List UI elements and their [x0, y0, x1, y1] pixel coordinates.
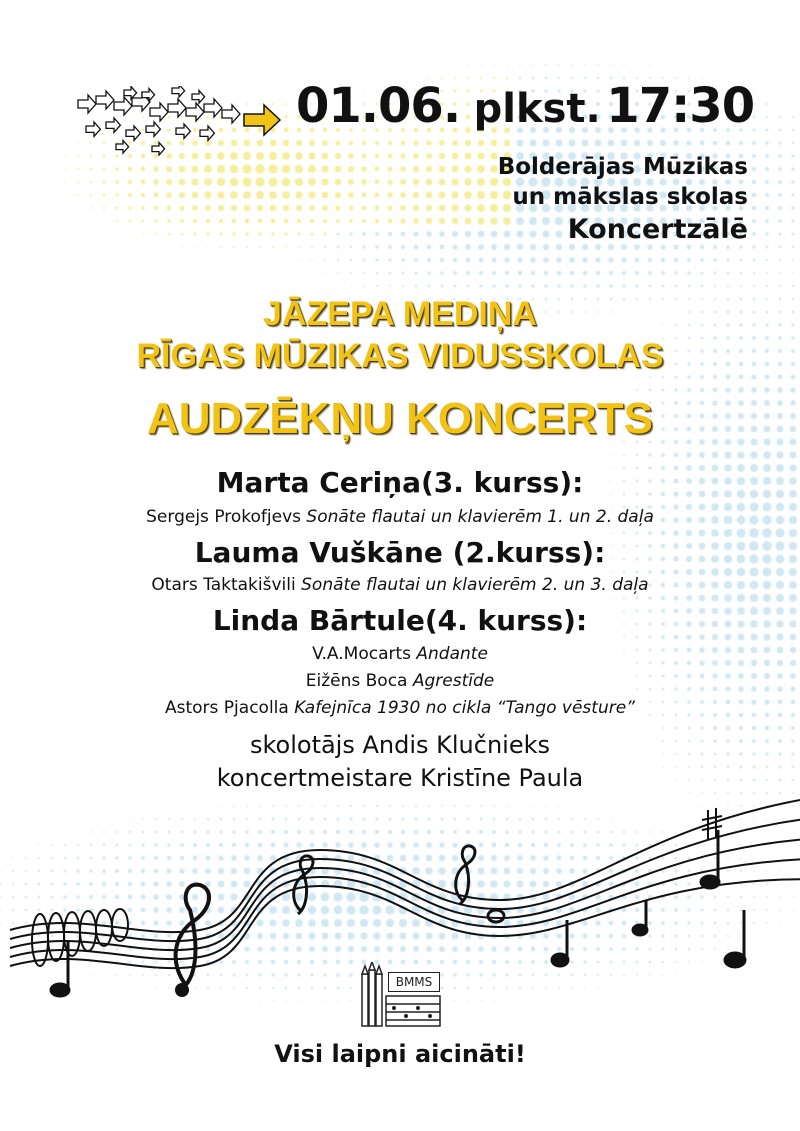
- arrow-icon: [126, 126, 140, 140]
- accompanist-line: koncertmeistare Kristīne Paula: [216, 764, 584, 792]
- concert-date: 01.06.: [296, 78, 461, 134]
- staff-lines: [10, 800, 800, 968]
- work-title: Kafejnīca 1930 no cikla “Tango vēsture”: [294, 698, 635, 718]
- venue-line-2: un mākslas skolas: [512, 184, 748, 210]
- teacher-line: skolotājs Andis Klučnieks: [249, 731, 551, 759]
- arrow-icon: [176, 124, 190, 138]
- arrow-icon: [168, 99, 186, 117]
- composer: Eižēns Boca: [305, 671, 408, 691]
- arrow-icon: [222, 105, 240, 123]
- arrow-icon: [152, 143, 165, 156]
- composer: Astors Pjacolla: [165, 698, 289, 718]
- staff-spiral: [32, 914, 48, 966]
- venue-line-3: Koncertzālē: [567, 214, 748, 245]
- treble-clef-icon: [456, 846, 475, 904]
- yellow-arrow-icon: [244, 105, 280, 135]
- venue-block: [428, 152, 748, 248]
- staff-spiral: [80, 911, 96, 951]
- arrow-icon: [96, 91, 114, 109]
- arrow-icon: [186, 103, 204, 121]
- arrow-icon: [78, 95, 96, 113]
- headline-line-2: RĪGAS MŪZIKAS VIDUSSKOLAS: [136, 337, 664, 375]
- arrow-icon: [124, 87, 137, 100]
- work-title: Andante: [416, 644, 488, 664]
- logo-text: BMMS: [388, 972, 440, 992]
- staff-line: [10, 800, 800, 932]
- composer: Otars Taktakišvili: [151, 575, 296, 595]
- concert-time: 17:30: [606, 78, 755, 134]
- staff-spiral: [48, 913, 64, 961]
- arrow-icon: [146, 122, 160, 136]
- composer: Sergejs Prokofjevs: [146, 507, 302, 527]
- performer-3-piece-3: [0, 698, 800, 718]
- work-title: Sonāte flautai un klavierēm 2. un 3. daļa: [301, 575, 649, 595]
- time-label: plkst.: [473, 86, 601, 132]
- performer-1-name: Marta Ceriņa(3. kurss):: [216, 466, 584, 499]
- performer-2-name: Lauma Vuškāne (2.kurss):: [194, 536, 606, 569]
- arrows-decoration: [72, 86, 282, 156]
- performer-3-name: Linda Bārtule(4. kurss):: [212, 604, 588, 637]
- work-title: Sonāte flautai un klavierēm 1. un 2. daļa: [306, 507, 654, 527]
- bmms-logo: [358, 962, 444, 1030]
- whole-note-icon: [488, 910, 504, 922]
- arrow-icon: [200, 126, 214, 140]
- composer: V.A.Mocarts: [312, 644, 411, 664]
- staff-spiral: [96, 910, 112, 946]
- staff-line: [10, 840, 800, 951]
- arrow-icon: [192, 91, 205, 104]
- arrow-icon: [172, 86, 185, 97]
- performer-1-piece: [0, 507, 800, 527]
- invitation-text: Visi laipni aicināti!: [274, 1040, 526, 1068]
- treble-clef-icon: [294, 856, 313, 914]
- arrow-icon: [204, 99, 222, 117]
- performer-3-piece-2: [0, 671, 800, 691]
- arrow-icon: [150, 103, 168, 121]
- performer-2-piece: [0, 575, 800, 595]
- headline-line-1: JĀZEPA MEDIŅA: [263, 295, 537, 333]
- date-time-line: [296, 78, 754, 134]
- arrow-icon: [86, 122, 100, 136]
- performer-3-piece-1: [0, 644, 800, 664]
- venue-line-1: Bolderājas Mūzikas: [497, 154, 748, 180]
- arrow-icon: [114, 97, 132, 115]
- headline-line-3: AUDZĒKŅU KONCERTS: [147, 394, 653, 443]
- arrow-icon: [106, 118, 120, 132]
- work-title: Agrestīde: [412, 671, 495, 691]
- arrow-icon: [116, 141, 129, 154]
